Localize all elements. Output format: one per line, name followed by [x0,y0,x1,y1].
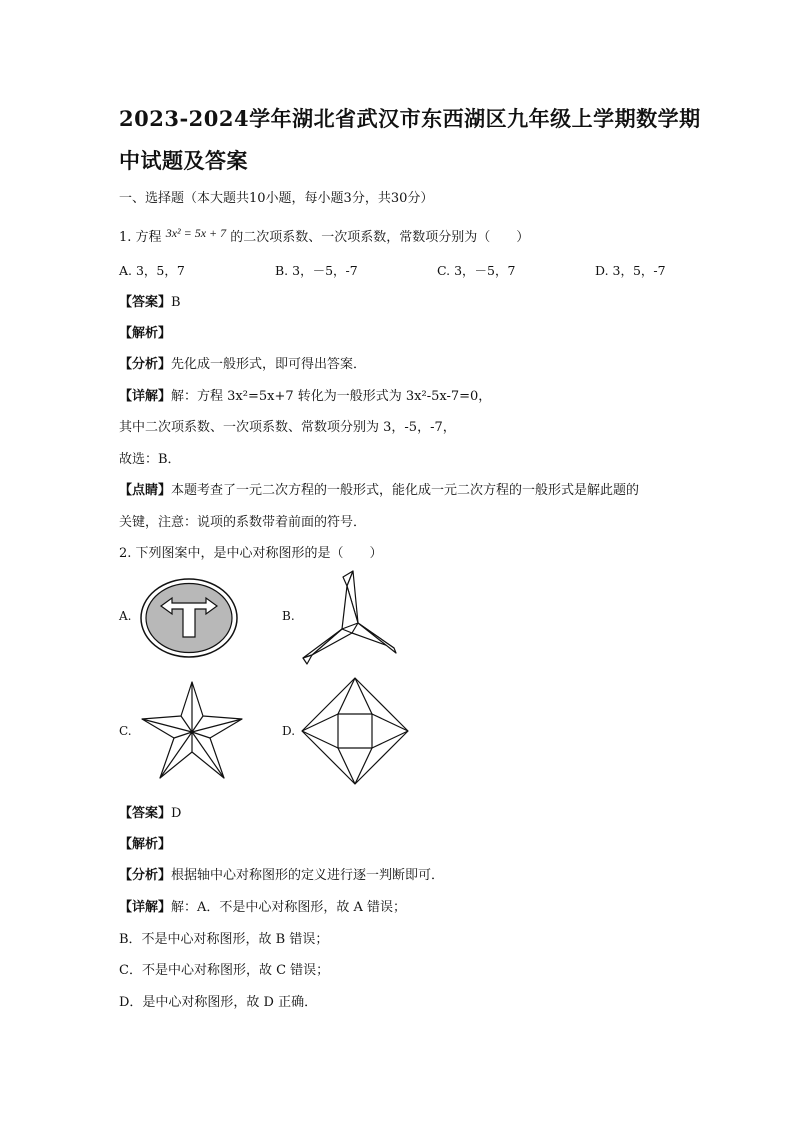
page-title-line2: 中试题及答案 [119,148,248,173]
q2-xiangjie-tag: 【详解】 [119,900,172,915]
q2-figure-b-paper-pinwheel [300,567,400,665]
q1-answer-tag: 【答案】 [119,295,172,310]
q2-label-c: C. [119,724,132,738]
question-1-number: 1. 方程 [119,230,162,245]
q2-label-d: D. [282,724,296,738]
q1-answer [119,291,181,310]
q2-xiangjie [119,896,406,915]
q2-analysis-tag: 【解析】 [119,837,172,852]
q2-figure-c-star [140,680,244,780]
q1-option-d: D. 3，5，-7 [595,263,666,278]
q1-option-c: C. 3，－5，7 [437,263,516,278]
page-title-line1: 2023-2024学年湖北省武汉市东西湖区九年级上学期数学期 [119,106,701,131]
q2-fenxi-tag: 【分析】 [119,868,172,883]
q2-fenxi [119,864,444,883]
question-1-equation: 3x² = 5x + 7 [165,226,227,240]
q1-option-a: A. 3，5，7 [119,263,185,278]
q2-label-a: A. [119,609,132,623]
q2-figure-a-sign [139,577,239,659]
q1-xiangjie-text: 解：方程 3x²=5x+7 转化为一般形式为 3x²-5x-7=0， [171,389,492,404]
q1-fenxi [119,353,366,372]
q1-dianjing-text: 本题考查了一元二次方程的一般形式，能化成一元二次方程的一般形式是解此题的 [171,483,640,498]
q2-figure-d-pinwheel-square [300,676,410,786]
question-1-stem [119,226,529,245]
q1-xiangjie-tag: 【详解】 [119,389,172,404]
q1-fenxi-tag: 【分析】 [119,357,172,372]
q1-option-b: B. 3，－5，-7 [275,263,358,278]
q2-explain-c: C．不是中心对称图形，故 C 错误； [119,963,330,978]
q2-answer [119,802,181,821]
q1-explain-line2: 其中二次项系数、一次项系数、常数项分别为 3，-5，-7， [119,420,456,435]
q2-explain-d: D．是中心对称图形，故 D 正确． [119,995,318,1010]
question-1-stem-rest: 的二次项系数、一次项系数，常数项分别为（ ） [230,230,530,245]
section-heading: 一、选择题（本大题共10小题，每小题3分，共30分） [119,191,434,206]
q2-answer-tag: 【答案】 [119,806,172,821]
q2-answer-value: D [171,806,182,821]
q1-dianjing-line2: 关键，注意：说项的系数带着前面的符号． [119,515,367,530]
q1-xiangjie [119,385,491,404]
q2-fenxi-text: 根据轴中心对称图形的定义进行逐一判断即可． [171,868,445,883]
q2-explain-b: B．不是中心对称图形，故 B 错误； [119,932,329,947]
q2-xiangjie-text: 解：A．不是中心对称图形，故 A 错误； [171,900,407,915]
q1-dianjing-tag: 【点睛】 [119,483,172,498]
q1-dianjing [119,479,639,498]
q1-explain-line3: 故选：B． [119,452,181,467]
question-2-stem: 2. 下列图案中，是中心对称图形的是（ ） [119,546,383,561]
q2-label-b: B. [282,609,295,623]
q1-analysis-tag: 【解析】 [119,326,172,341]
q1-fenxi-text: 先化成一般形式，即可得出答案． [171,357,367,372]
q1-answer-value: B [171,295,181,310]
